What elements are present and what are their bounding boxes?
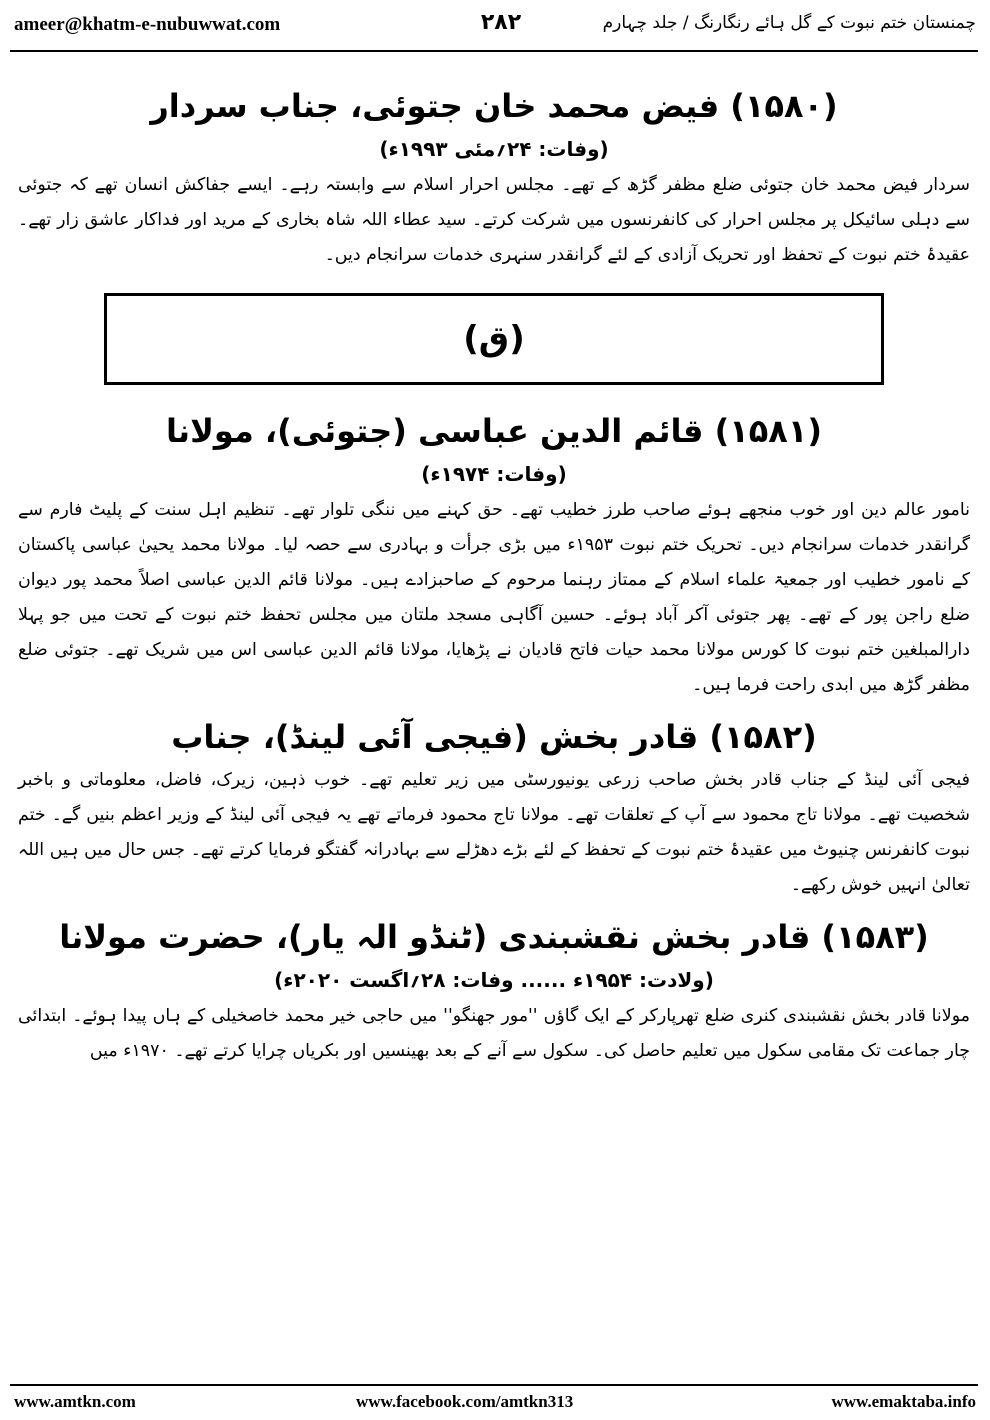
entry-1580	[18, 82, 970, 273]
footer-link-emaktaba[interactable]: www.emaktaba.info	[831, 1392, 976, 1411]
footer-link-facebook[interactable]: www.facebook.com/amtkn313	[356, 1392, 574, 1411]
footer-link-amtkn[interactable]: www.amtkn.com	[14, 1392, 136, 1411]
entry-1583	[18, 913, 970, 1069]
page-header	[0, 0, 990, 52]
entry-dates: (ولادت: ۱۹۵۴ء ...... وفات: ۲۸؍اگست ۲۰۲۰ء)	[274, 968, 714, 992]
entry-title: (۱۵۸۳) قادر بخش نقشبندی (ٹنڈو الہ یار)، حضرت مولانا	[59, 918, 929, 956]
book-title: چمنستان ختم نبوت کے گل ہائے رنگارنگ / جلد چہارم	[602, 13, 976, 33]
entry-paragraph: سردار فیض محمد خان جتوئی ضلع مظفر گڑھ کے تھے۔ مجلس احرار اسلام سے وابستہ رہے۔ ایسے جفاکش انسان تھے کہ جتوئی سے دہلی سائیکل پر مجلس احرار کی کانفرنسوں میں شرکت کرتے۔ سید عطاء اللہ شاہ بخاری کے مرید اور فداکار عاشق زار تھے۔ عقیدۂ ختم نبوت کے تحفظ اور تحریک آزادی کے لئے گرانقدر سنہری خدمات سرانجام دیں۔	[18, 175, 970, 265]
entry-title: (۱۵۸۱) قائم الدین عباسی (جتوئی)، مولانا	[166, 412, 822, 450]
entry-paragraph: نامور عالم دین اور خوب منجھے ہوئے صاحب طرز خطیب تھے۔ حق کہنے میں ننگی تلوار تھے۔ تنظیم اہل سنت کے پلیٹ فارم سے گرانقدر خدمات سرانجام دیں۔ تحریک ختم نبوت ۱۹۵۳ء میں بڑی جرأت و بہادری سے حصہ لیا۔ مولانا محمد یحییٰ عباسی پاکستان کے نامور خطیب اور جمعیۃ علماء اسلام کے ممتاز رہنما مرحوم کے صاحبزادے ہیں۔ مولانا قائم الدین عباسی اصلاً محمد پور دیوان ضلع راجن پور کے تھے۔ پھر جتوئی آکر آباد ہوئے۔ حسین آگاہی مسجد ملتان میں مجلس تحفظ ختم نبوت کے تحت میں جو پہلا دارالمبلغین ختم نبوت کا کورس مولانا محمد حیات فاتح قادیان نے پڑھایا، مولانا قائم الدین عباسی اس میں شریک تھے۔ جتوئی ضلع مظفر گڑھ میں ابدی راحت فرما ہیں۔	[18, 500, 970, 695]
page-number: ۲۸۲	[480, 10, 522, 35]
section-letter: (ق)	[463, 319, 525, 359]
page-content	[18, 72, 970, 1069]
page-footer	[0, 1386, 990, 1420]
entry-title: (۱۵۸۰) فیض محمد خان جتوئی، جناب سردار	[150, 87, 838, 125]
header-rule	[10, 50, 978, 52]
entry-paragraph: فیجی آئی لینڈ کے جناب قادر بخش صاحب زرعی یونیورسٹی میں زیر تعلیم تھے۔ خوب ذہین، زیرک، فاضل، معلوماتی و باخبر شخصیت تھے۔ مولانا تاج محمود سے آپ کے تعلقات تھے۔ مولانا تاج محمود فرماتے تھے یہ فیجی آئی لینڈ کے وزیر اعظم بنیں گے۔ ختم نبوت کانفرنس چنیوٹ میں عقیدۂ ختم نبوت کے تحفظ کے لئے بڑے دھڑلے سے بہادرانہ گفتگو فرمایا کرتے تھے۔ جس حال میں ہیں اللہ تعالیٰ انہیں خوش رکھے۔	[18, 770, 970, 895]
entry-dates: (وفات: ۱۹۷۴ء)	[421, 462, 567, 486]
entry-dates: (وفات: ۲۴؍مئی ۱۹۹۳ء)	[379, 137, 609, 161]
entry-1582	[18, 713, 970, 903]
header-email[interactable]: ameer@khatm-e-nubuwwat.com	[14, 14, 281, 35]
section-letter-box	[104, 293, 884, 385]
entry-paragraph: مولانا قادر بخش نقشبندی کنری ضلع تھرپارکر کے ایک گاؤں ''مور جھنگو'' میں حاجی خیر محمد خاصخیلی کے ہاں پیدا ہوئے۔ ابتدائی چار جماعت تک مقامی سکول میں تعلیم حاصل کی۔ سکول سے آنے کے بعد بھینسیں اور بکریاں چرایا کرتے تھے۔ ۱۹۷۰ء میں	[18, 1006, 970, 1061]
entry-title: (۱۵۸۲) قادر بخش (فیجی آئی لینڈ)، جناب	[171, 718, 817, 756]
entry-1581	[18, 407, 970, 703]
